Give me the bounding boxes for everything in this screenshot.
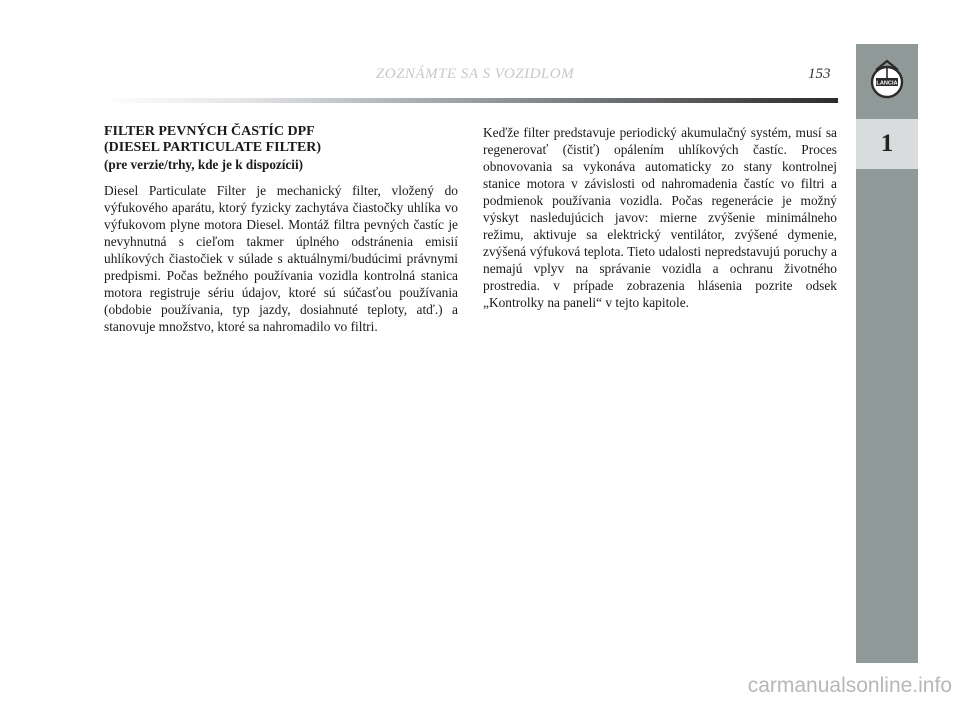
right-body-paragraph: Keďže filter predstavuje periodický akumulačný systém, musí sa regenerovať (čistiť) opálením uhlíkových častíc. Proces obnovovania sa vykonáva automaticky zo stany kontrolnej stanice motora v závislosti od nahromadenia častíc vo filtri a podmienok používania vozidla. Počas regenerácie je možný výskyt nasledujúcich javov: mierne zvýšenie minimálneho režimu, aktivuje sa elektrický ventilátor, zvýšené dymenie, zvýšená výfuková teplota. Tieto udalosti nepredstavujú poruchy a nemajú vplyv na správanie vozidla a ochranu životného prostredia. v prípade zobrazenia hlásenia pozrite odsek „Kontrolky na paneli“ v tejto kapitole. (483, 125, 837, 310)
right-column (483, 124, 837, 311)
lancia-logo-text: LANCIA (876, 80, 898, 87)
left-body-paragraph: Diesel Particulate Filter je mechanický filter, vložený do výfukového aparátu, ktorý fyzicky zachytáva čiastočky uhlíka vo výfukovom plyne motora Diesel. Montáž filtra pevných častíc je nevyhnutná s cieľom takmer úplného odstránenia emisií uhlíkových čiastočiek v súlade s aktuálnymi/budúcimi právnymi predpismi. Počas bežného používania vozidla kontrolná stanica motora registruje sériu údajov, ktoré sú súčasťou používania (obdobie používania, typ jazdy, dosiahnuté teploty, atď.) a stanovuje množstvo, ktoré sa nahromadilo vo filtri. (104, 183, 458, 334)
left-column (104, 124, 458, 335)
brand-logo-box (856, 44, 918, 116)
watermark: carmanualsonline.info (747, 674, 952, 697)
running-header-title: ZOZNÁMTE SA S VOZIDLOM (375, 66, 575, 82)
page-number: 153 (808, 66, 831, 82)
section-heading-line1: FILTER PEVNÝCH ČASTÍC DPF (104, 124, 315, 139)
chapter-indicator (856, 119, 918, 169)
chapter-number: 1 (880, 130, 894, 157)
section-subheading: (pre verzie/trhy, kde je k dispozícii) (104, 157, 304, 172)
section-heading-line2: (DIESEL PARTICULATE FILTER) (104, 140, 322, 155)
header-rule (100, 98, 838, 103)
lancia-logo-icon (868, 58, 906, 102)
